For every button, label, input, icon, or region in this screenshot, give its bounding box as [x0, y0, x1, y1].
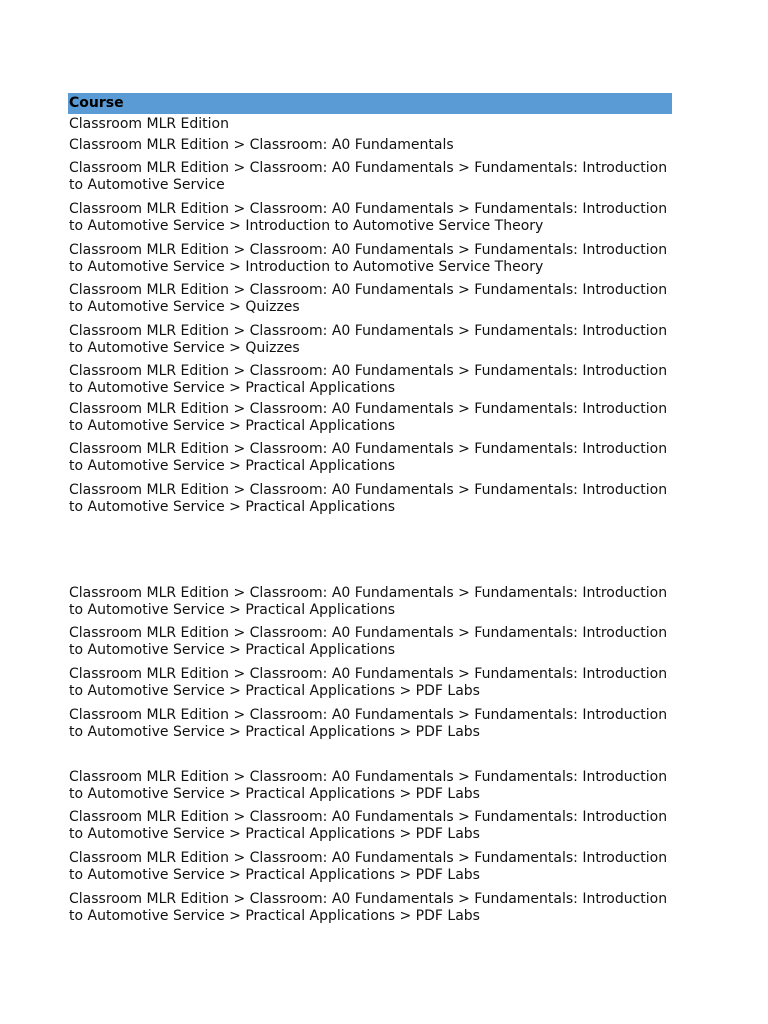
table-row[interactable]: Classroom MLR Edition > Classroom: A0 Fundamentals > Fundamentals: Introduction to Automotive Service > Introduction to Automotive Service Theory — [69, 201, 668, 234]
table-row[interactable]: Classroom MLR Edition > Classroom: A0 Fundamentals > Fundamentals: Introduction to Automotive Service > Quizzes — [69, 323, 668, 356]
column-header-course[interactable] — [68, 93, 672, 114]
table-row[interactable]: Classroom MLR Edition > Classroom: A0 Fundamentals > Fundamentals: Introduction to Automotive Service > Practical Applications — [69, 585, 668, 618]
table-row[interactable]: Classroom MLR Edition > Classroom: A0 Fundamentals > Fundamentals: Introduction to Automotive Service > Practical Applications — [69, 482, 668, 515]
table-row[interactable]: Classroom MLR Edition > Classroom: A0 Fundamentals > Fundamentals: Introduction to Automotive Service > Practical Applications — [69, 441, 668, 474]
table-row[interactable]: Classroom MLR Edition > Classroom: A0 Fundamentals > Fundamentals: Introduction to Automotive Service > Practical Applications — [69, 363, 668, 396]
column-header-label: Course — [69, 95, 124, 111]
table-row[interactable]: Classroom MLR Edition > Classroom: A0 Fundamentals > Fundamentals: Introduction to Automotive Service > Practical Applications — [69, 401, 668, 434]
table-row[interactable]: Classroom MLR Edition > Classroom: A0 Fundamentals — [69, 137, 454, 153]
table-row[interactable]: Classroom MLR Edition > Classroom: A0 Fundamentals > Fundamentals: Introduction to Automotive Service > Practical Applications > PDF Labs — [69, 891, 668, 924]
table-row[interactable]: Classroom MLR Edition > Classroom: A0 Fundamentals > Fundamentals: Introduction to Automotive Service > Practical Applications — [69, 625, 668, 658]
table-row[interactable]: Classroom MLR Edition > Classroom: A0 Fundamentals > Fundamentals: Introduction to Automotive Service > Practical Applications > PDF Labs — [69, 809, 668, 842]
table-row[interactable]: Classroom MLR Edition > Classroom: A0 Fundamentals > Fundamentals: Introduction to Automotive Service > Practical Applications > PDF Labs — [69, 850, 668, 883]
table-row[interactable]: Classroom MLR Edition — [69, 116, 229, 132]
table-row[interactable]: Classroom MLR Edition > Classroom: A0 Fundamentals > Fundamentals: Introduction to Automotive Service > Quizzes — [69, 282, 668, 315]
table-row[interactable]: Classroom MLR Edition > Classroom: A0 Fundamentals > Fundamentals: Introduction to Automotive Service > Practical Applications > PDF Labs — [69, 707, 668, 740]
table-row[interactable]: Classroom MLR Edition > Classroom: A0 Fundamentals > Fundamentals: Introduction to Automotive Service > Practical Applications > PDF Labs — [69, 769, 668, 802]
table-row[interactable]: Classroom MLR Edition > Classroom: A0 Fundamentals > Fundamentals: Introduction to Automotive Service > Introduction to Automotive Service Theory — [69, 242, 668, 275]
table-row[interactable]: Classroom MLR Edition > Classroom: A0 Fundamentals > Fundamentals: Introduction to Automotive Service > Practical Applications > PDF Labs — [69, 666, 668, 699]
table-row[interactable]: Classroom MLR Edition > Classroom: A0 Fundamentals > Fundamentals: Introduction to Automotive Service — [69, 160, 668, 193]
